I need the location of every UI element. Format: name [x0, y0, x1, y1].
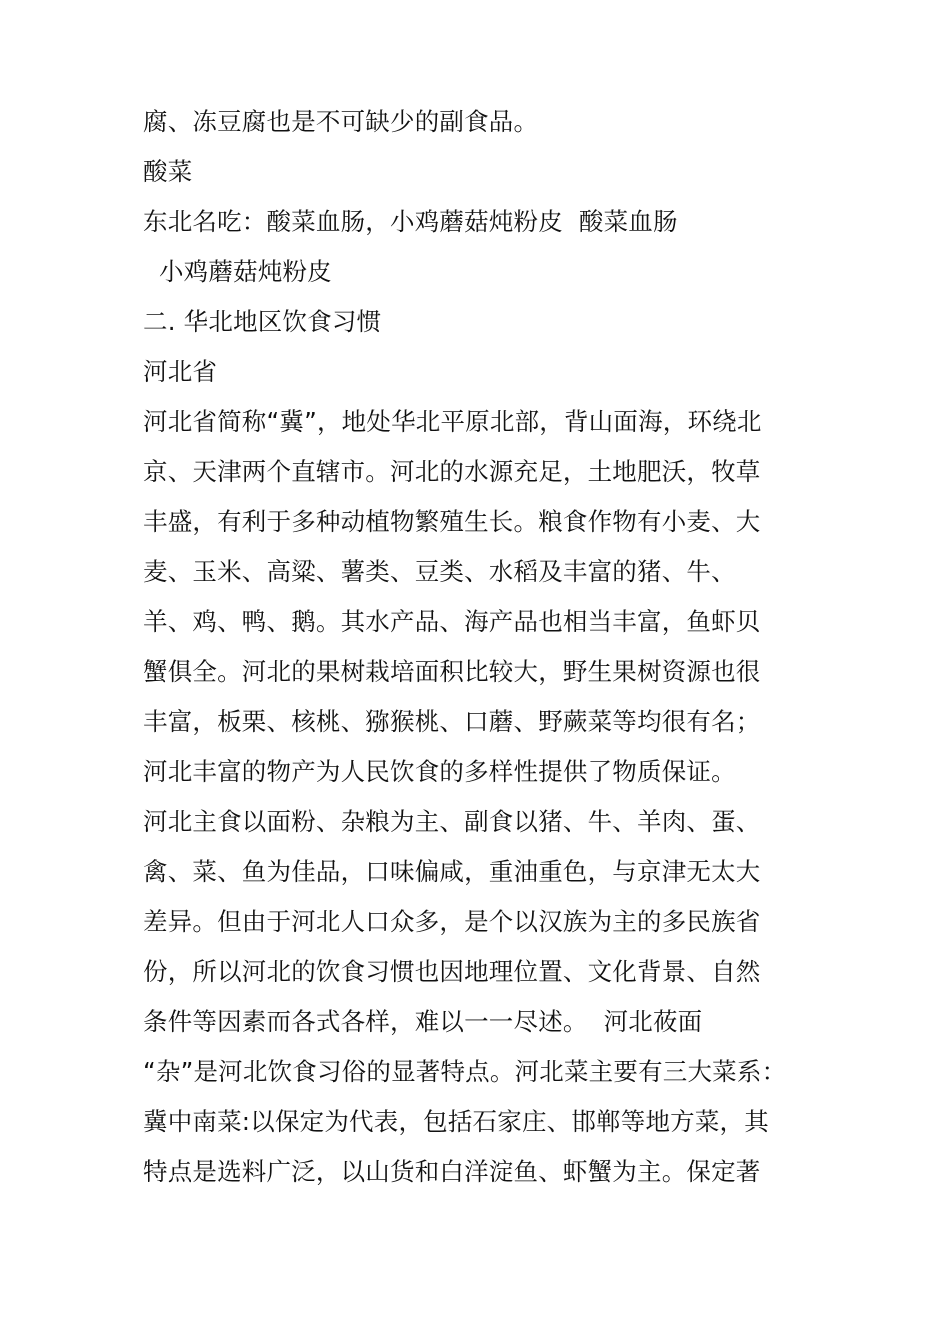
- text-line: 条件等因素而各式各样，难以一一尽述。 河北莜面: [143, 1007, 703, 1036]
- text-line: 特点是选料广泛，以山货和白洋淀鱼、虾蟹为主。保定著: [143, 1157, 761, 1186]
- text-line: 蟹俱全。河北的果树栽培面积比较大，野生果树资源也很: [143, 657, 761, 686]
- text-line: 东北名吃：酸菜血肠，小鸡蘑菇炖粉皮 酸菜血肠: [143, 207, 678, 236]
- text-line: 份，所以河北的饮食习惯也因地理位置、文化背景、自然: [143, 957, 761, 986]
- text-line: 丰盛，有利于多种动植物繁殖生长。粮食作物有小麦、大: [143, 507, 761, 536]
- heading-hebei-province: 河北省: [143, 357, 218, 386]
- text-line: 小鸡蘑菇炖粉皮: [143, 257, 332, 286]
- text-line: 冀中南菜:以保定为代表，包括石家庄、邯郸等地方菜，其: [143, 1107, 769, 1136]
- text-line: 麦、玉米、高粱、薯类、豆类、水稻及丰富的猪、牛、: [143, 557, 736, 586]
- text-line: 河北主食以面粉、杂粮为主、副食以猪、牛、羊肉、蛋、: [143, 807, 761, 836]
- text-line: “杂”是河北饮食习俗的显著特点。河北菜主要有三大菜系：: [143, 1057, 787, 1086]
- text-line: 河北丰富的物产为人民饮食的多样性提供了物质保证。: [143, 757, 736, 786]
- heading-suancai: 酸菜: [143, 157, 193, 186]
- text-line: 禽、菜、鱼为佳品，口味偏咸，重油重色，与京津无太大: [143, 857, 761, 886]
- section-heading-huabei: 二. 华北地区饮食习惯: [143, 307, 382, 336]
- text-line: 京、天津两个直辖市。河北的水源充足，土地肥沃，牧草: [143, 457, 761, 486]
- text-line: 腐、冻豆腐也是不可缺少的副食品。: [143, 107, 539, 136]
- document-body: [143, 97, 803, 1197]
- text-line: 差异。但由于河北人口众多，是个以汉族为主的多民族省: [143, 907, 761, 936]
- text-line: 羊、鸡、鸭、鹅。其水产品、海产品也相当丰富，鱼虾贝: [143, 607, 761, 636]
- text-line: 丰富，板栗、核桃、猕猴桃、口蘑、野蕨菜等均很有名；: [143, 707, 761, 736]
- text-line: 河北省简称“冀”，地处华北平原北部，背山面海，环绕北: [143, 407, 762, 436]
